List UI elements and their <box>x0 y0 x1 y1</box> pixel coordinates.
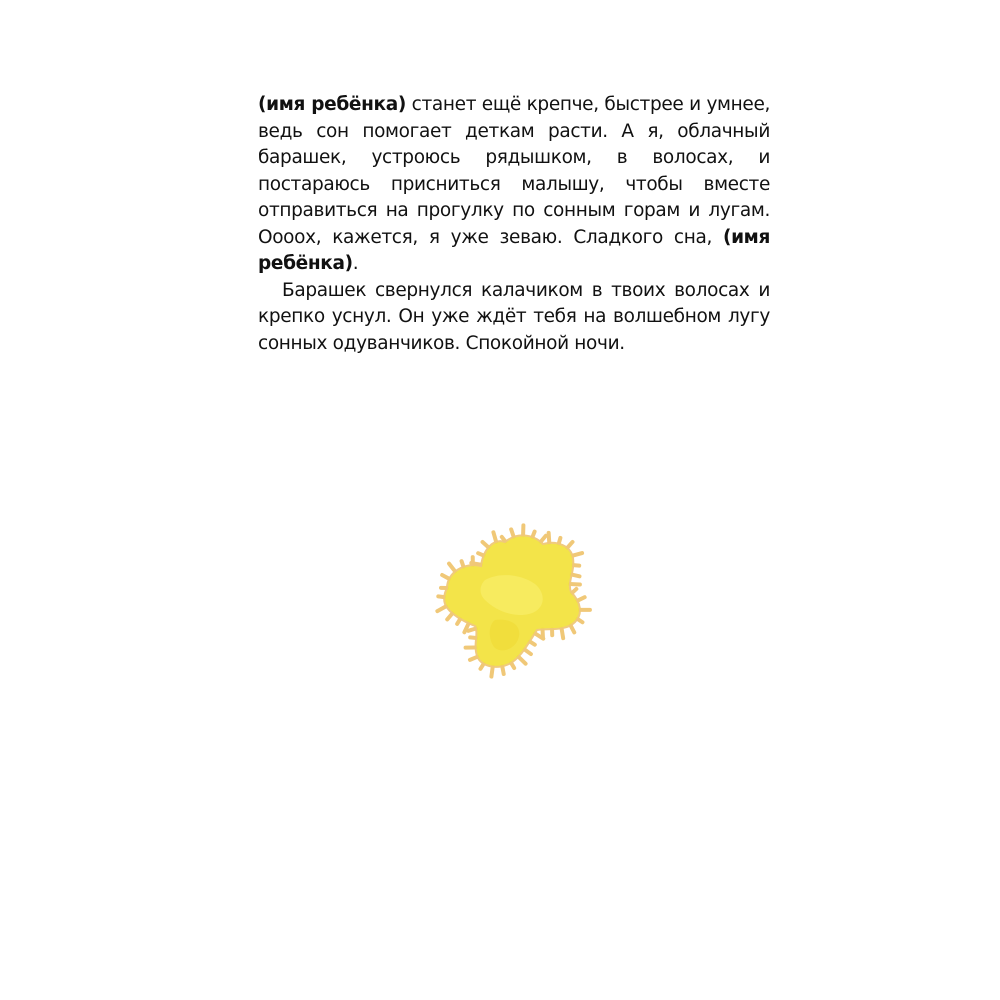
child-name-placeholder: (имя ребёнка) <box>258 94 406 115</box>
paragraph-1 <box>258 92 770 278</box>
paragraph-2: Барашек свернулся калачиком в твоих волосах и крепко уснул. Он уже ждёт тебя на волшебном лугу сонных одуванчиков. Спокойной ночи. <box>258 279 770 354</box>
paragraph-1-text-b: . <box>352 253 359 274</box>
paragraph-1-text-a: станет ещё крепче, быстрее и умнее, ведь сон помогает деткам расти. А я, облачный барашек, устроюсь рядышком, в волосах, и постараюсь присниться малышу, чтобы вместе отправиться на прогулку по сонным горам и лугам. Оооох, кажется, я уже зеваю. Сладкого сна, <box>258 94 771 248</box>
flower-petal-tick <box>562 628 564 638</box>
flower-petal-tick <box>518 657 525 664</box>
flower-petal-tick <box>449 564 455 572</box>
flower-petal-tick <box>511 529 514 537</box>
flower-petal-tick <box>502 666 504 674</box>
flower-petal-tick <box>447 613 452 619</box>
flower-petal-tick <box>470 657 477 660</box>
story-text <box>258 92 770 357</box>
flower-petal-tick <box>567 542 572 548</box>
flower-petal-tick <box>571 625 575 632</box>
flower-petal-tick <box>468 628 476 630</box>
flower-petal-tick <box>549 533 550 543</box>
flower-petal-tick <box>577 597 584 600</box>
flower-petal-tick <box>572 575 580 577</box>
flower-petal-tick <box>483 542 489 547</box>
dandelion-flower-icon <box>425 510 600 690</box>
flower-petal-tick <box>570 584 580 585</box>
flower-petal-tick <box>524 649 530 654</box>
flower-petal-tick <box>442 575 449 579</box>
flower-petal-tick <box>572 553 582 556</box>
flower-petal-tick <box>491 667 492 677</box>
flower-petal-tick <box>541 536 546 542</box>
flower-petal-tick <box>493 532 496 542</box>
child-name-placeholder: (имя ребёнка) <box>258 226 770 274</box>
flower-petal-tick <box>437 606 446 611</box>
